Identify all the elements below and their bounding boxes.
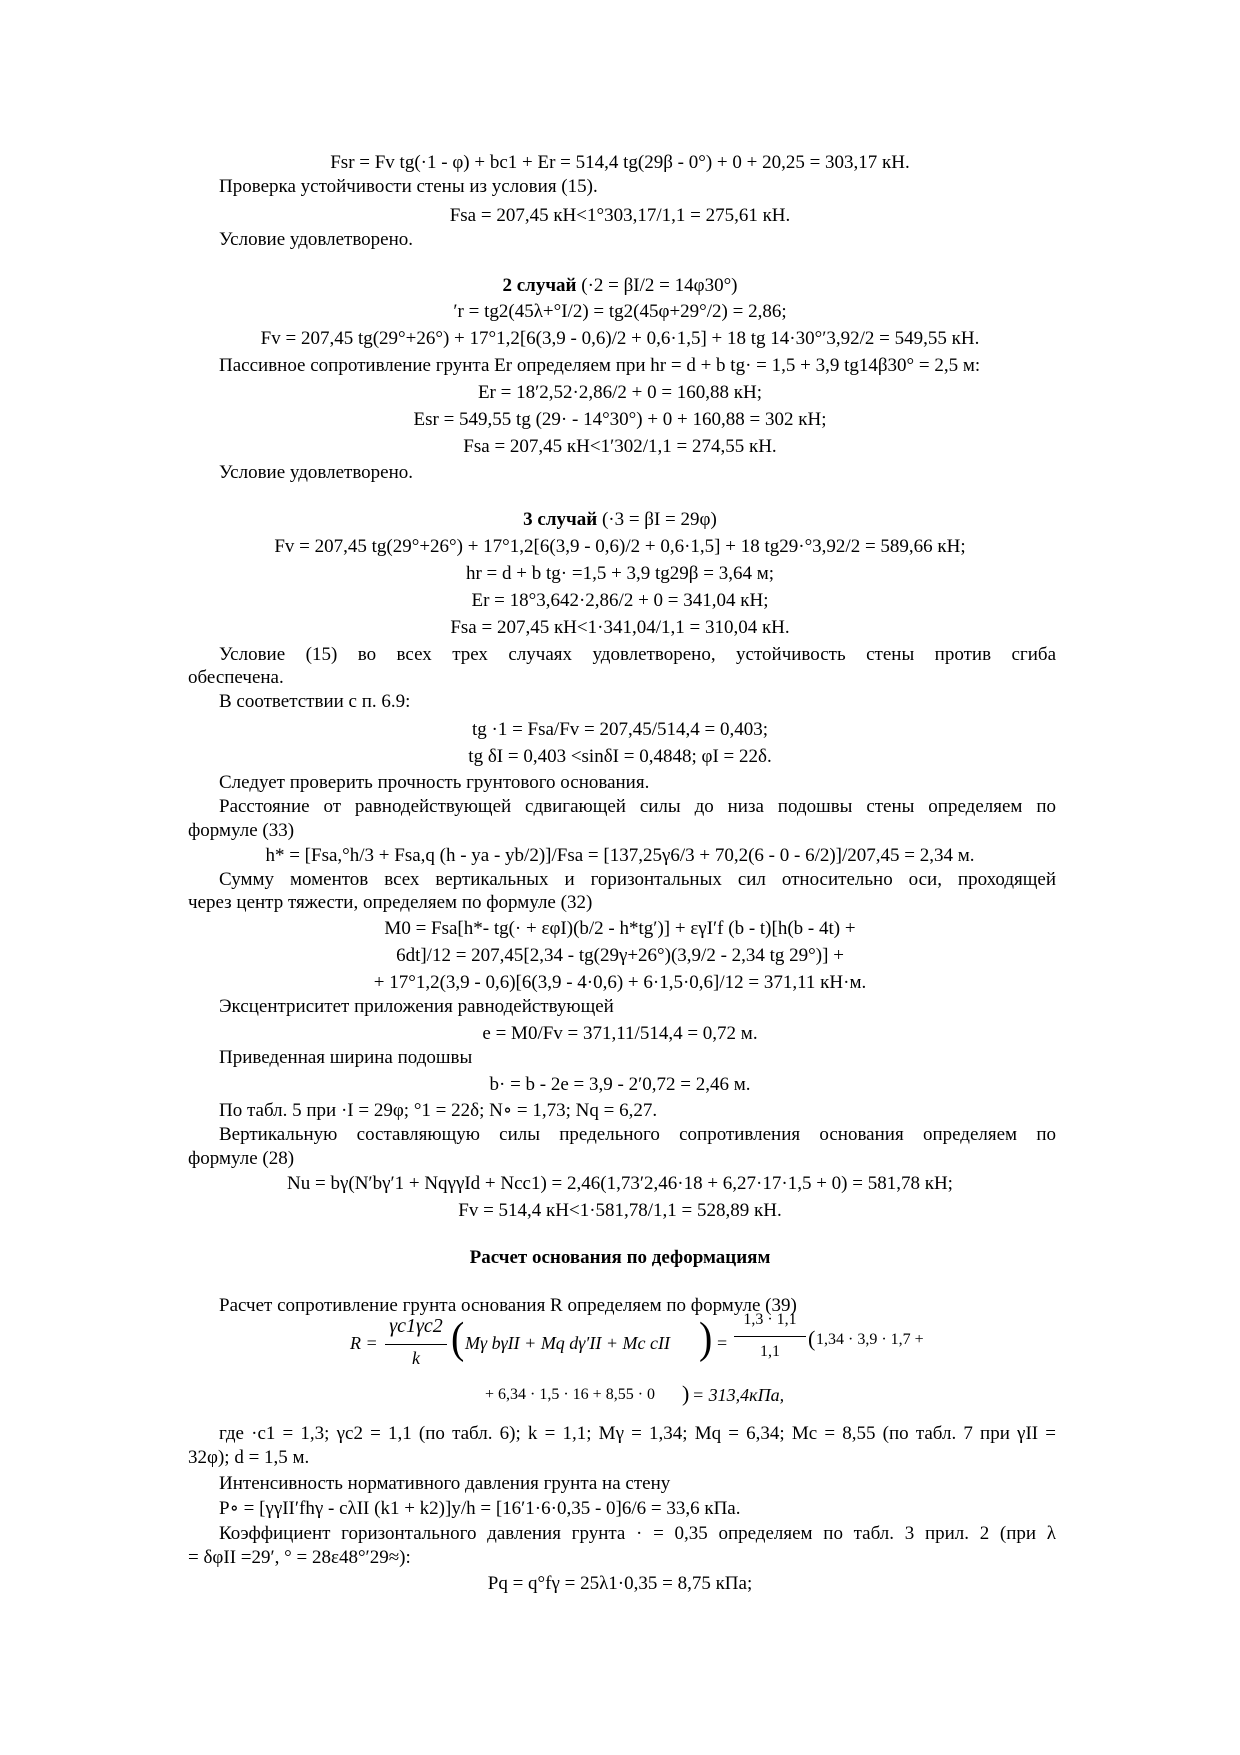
open-paren: ( [451,1312,465,1363]
formula-numerator: γc1γc2 [389,1315,443,1337]
text-line: Коэффициент горизонтального давления грунта · = 0,35 определяем по табл. 3 прил. 2 (при λ [219,1523,1056,1544]
text-line: Fv = 207,45 tg(29°+26°) + 17°1,2[6(3,9 - 0,6)/2 + 0,6·1,5] + 18 tg 14·30°′3,92/2 = 549,55 кН. [260,328,980,349]
text-line: Проверка устойчивости стены из условия (15). [219,176,598,197]
text-line: tg δI = 0,403 <sinδI = 0,4848; φI = 22δ. [468,746,772,767]
text-line: Er = 18′2,52·2,86/2 + 0 = 160,88 кН; [477,382,763,403]
text-line: обеспечена. [188,667,284,688]
text-line: Приведенная ширина подошвы [219,1047,473,1068]
formula-lhs: R = [350,1333,378,1353]
formula-result: = 313,4кПа, [692,1385,785,1405]
open-paren-2: ( [808,1326,816,1351]
text-line: через центр тяжести, определяем по формуле (32) [188,892,593,913]
formula-line-2: + 6,34 · 1,5 · 16 + 8,55 · 0 [485,1386,656,1403]
fraction-bar-2 [734,1336,806,1337]
text-line: e = M0/Fv = 371,11/514,4 = 0,72 м. [482,1023,758,1044]
text-line: Расчет сопротивление грунта основания R определяем по формуле (39) [219,1295,797,1316]
text-line: Fv = 514,4 кН<1·581,78/1,1 = 528,89 кН. [458,1200,782,1221]
text-line: ′r = tg2(45λ+°I/2) = tg2(45φ+29°/2) = 2,86; [453,301,787,322]
case-2-title: 2 случай [502,275,577,296]
text-line: Fsa = 207,45 кН<1°303,17/1,1 = 275,61 кН. [449,205,791,226]
text-line: Pq = q°fγ = 25λ1·0,35 = 8,75 кПа; [487,1573,753,1594]
text-line: M0 = Fsa[h*- tg(· + εφI)(b/2 - h*tg′)] + εγI′f (b - t)[h(b - 4t) + [384,918,856,939]
close-paren-2: ) [682,1381,690,1406]
text-line: Расстояние от равнодействующей сдвигающей силы до низа подошвы стены определяем по [219,796,1056,817]
text-line: Fv = 207,45 tg(29°+26°) + 17°1,2[6(3,9 - 0,6)/2 + 0,6·1,5] + 18 tg29·°3,92/2 = 589,66 кН; [274,536,966,557]
text-line: Esr = 549,55 tg (29· - 14°30°) + 0 + 160,88 = 302 кН; [413,409,827,430]
text-line: P∘ = [γγII′fhγ - cλII (k1 + k2)]y/h = [16′1·6·0,35 - 0]6/6 = 33,6 кПа. [219,1498,741,1519]
text-line: + 17°1,2(3,9 - 0,6)[6(3,9 - 4·0,6) + 6·1,5·0,6]/12 = 371,11 кН·м. [373,972,867,993]
case-2-heading [0,274,1240,298]
text-line: 32φ); d = 1,5 м. [188,1447,310,1468]
text-line: По табл. 5 при ·I = 29φ; °1 = 22δ; N∘ = 1,73; Nq = 6,27. [219,1100,658,1121]
text-line: Эксцентриситет приложения равнодействующей [219,996,614,1017]
fraction-bar [385,1344,447,1345]
close-paren: ) [699,1312,713,1363]
text-line: 6dt]/12 = 207,45[2,34 - tg(29γ+26°)(3,9/2 - 2,34 tg 29°)] + [396,945,844,966]
text-line: В соответствии с п. 6.9: [219,691,411,712]
text-line: Условие удовлетворено. [219,462,414,483]
formula-equals: = [717,1333,728,1353]
case-3-params: (·3 = βI = 29φ) [601,509,717,530]
text-line: = δφII =29′, ° = 28ε48°′29≈): [188,1547,411,1568]
text-line: Fsr = Fv tg(·1 - φ) + bc1 + Er = 514,4 tg(29β - 0°) + 0 + 20,25 = 303,17 кН. [330,152,910,173]
text-line: Fsa = 207,45 кН<1′302/1,1 = 274,55 кН. [463,436,777,457]
formula-terms: Mγ bγII + Mq dγ′II + Mc cII [465,1333,670,1353]
text-line: формуле (28) [188,1148,295,1169]
section-heading: Расчет основания по деформациям [469,1247,771,1268]
formula-numerator-2: 1,3 · 1,1 [743,1311,797,1328]
formula-denominator-2: 1,1 [760,1343,780,1360]
text-line: Вертикальную составляющую силы предельного сопротивления основания определяем по [219,1124,1056,1145]
text-line: b· = b - 2e = 3,9 - 2′0,72 = 2,46 м. [489,1074,751,1095]
text-line: Условие (15) во всех трех случаях удовлетворено, устойчивость стены против сгиба [219,644,1056,665]
text-line: Nu = bγ(N′bγ′1 + NqγγId + Ncc1) = 2,46(1,73′2,46·18 + 6,27·17·1,5 + 0) = 581,78 кН; [287,1173,953,1194]
text-line: формуле (33) [188,820,295,841]
text-line: Следует проверить прочность грунтового основания. [219,772,650,793]
text-line: где ·c1 = 1,3; γc2 = 1,1 (по табл. 6); k = 1,1; Mγ = 1,34; Mq = 6,34; Mc = 8,55 (по табл. 7 при γII = [219,1423,1056,1444]
case-3-heading [0,508,1240,532]
formula-terms-2: 1,34 · 3,9 · 1,7 + [816,1331,924,1348]
text-line: Fsa = 207,45 кН<1·341,04/1,1 = 310,04 кН. [450,617,790,638]
text-line: h* = [Fsa,°h/3 + Fsa,q (h - ya - yb/2)]/Fsa = [137,25γ6/3 + 70,2(6 - 0 - 6/2)]/207,45 = 2,34 м. [265,845,975,866]
text-line: Сумму моментов всех вертикальных и горизонтальных сил относительно оси, проходящей [219,869,1056,890]
text-line: Er = 18°3,642·2,86/2 + 0 = 341,04 кН; [471,590,769,611]
formula-denominator: k [412,1348,420,1368]
case-3-title: 3 случай [523,509,598,530]
text-line: Пассивное сопротивление грунта Er определяем при hr = d + b tg· = 1,5 + 3,9 tg14β30° = 2,5 м: [219,355,981,376]
text-line: hr = d + b tg· =1,5 + 3,9 tg29β = 3,64 м; [465,563,774,584]
text-line: tg ·1 = Fsa/Fv = 207,45/514,4 = 0,403; [471,719,769,740]
text-line: Условие удовлетворено. [219,229,414,250]
case-2-params: (·2 = βI/2 = 14φ30°) [581,275,738,296]
text-line: Интенсивность нормативного давления грунта на стену [219,1473,671,1494]
